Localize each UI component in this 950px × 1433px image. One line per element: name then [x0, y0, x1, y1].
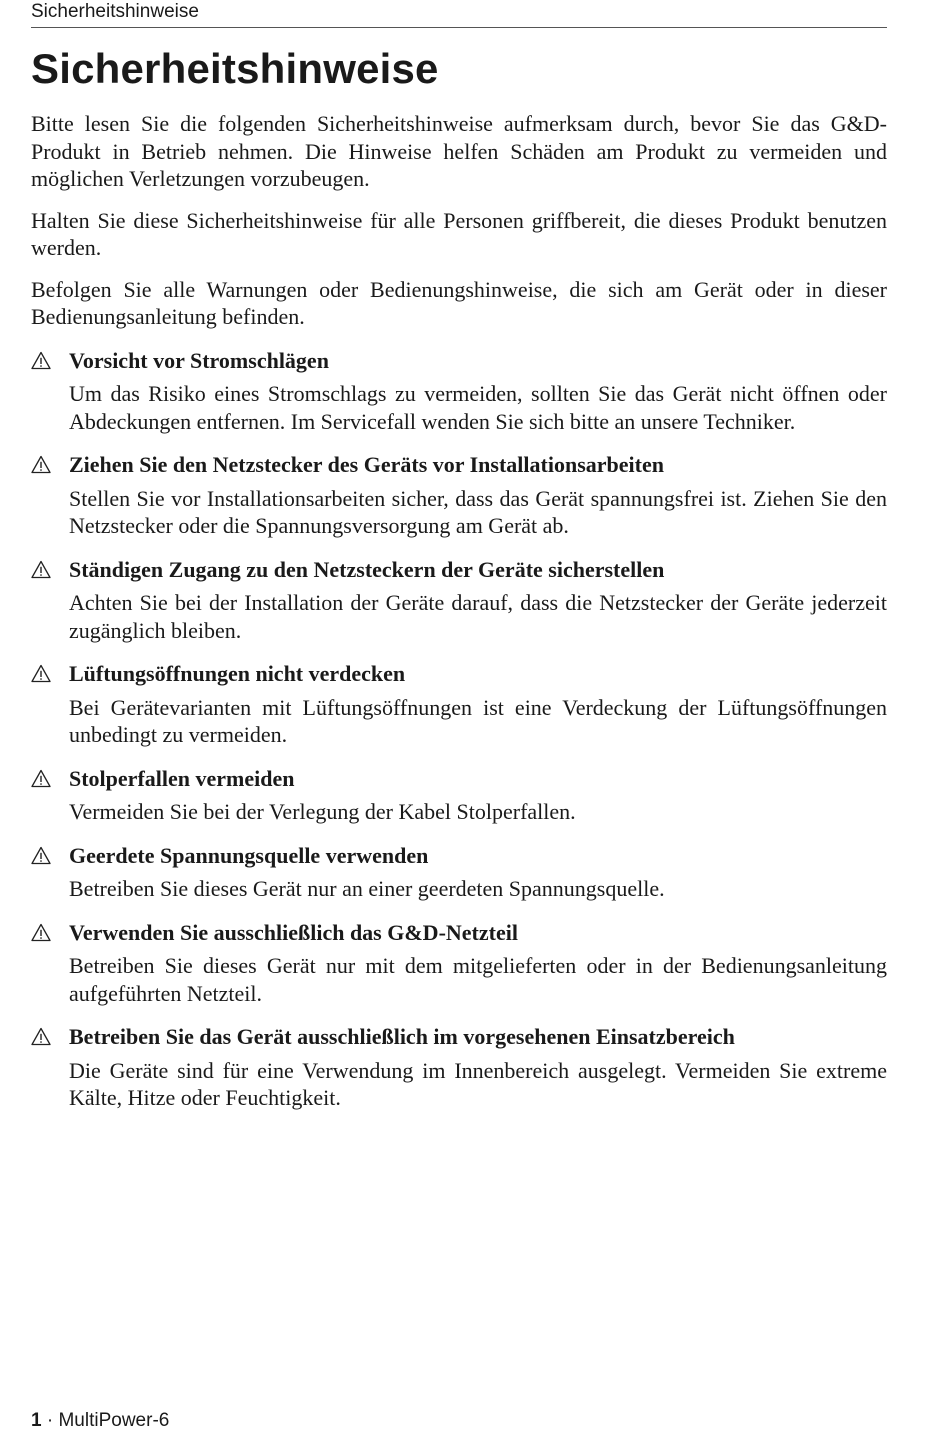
intro-paragraph: Bitte lesen Sie die folgenden Sicherheitshinweise aufmerksam durch, bevor Sie das G&D-Produkt in Betrieb nehmen. Die Hinweise helfen Schäden am Produkt zu vermeiden und möglichen Verletzungen vorzubeugen. — [31, 111, 887, 191]
warning-triangle-icon — [31, 846, 51, 865]
notice-text: Betreiben Sie dieses Gerät nur an einer geerdeten Spannungsquelle. — [69, 876, 665, 901]
notice-title: Verwenden Sie ausschließlich das G&D-Netzteil — [69, 919, 518, 945]
intro-paragraph: Befolgen Sie alle Warnungen oder Bedienungshinweise, die sich am Gerät oder in dieser Bedienungsanleitung befinden. — [31, 276, 887, 329]
safety-notice — [31, 1023, 887, 1112]
notice-text: Achten Sie bei der Installation der Geräte darauf, dass die Netzstecker der Geräte jederzeit zugänglich bleiben. — [69, 590, 887, 643]
notice-text: Stellen Sie vor Installationsarbeiten sicher, dass das Gerät spannungsfrei ist. Ziehen Sie den Netzstecker oder die Spannungsversorgung am Gerät ab. — [69, 485, 887, 538]
warning-triangle-icon — [31, 560, 51, 579]
warning-triangle-icon — [31, 769, 51, 788]
notice-title: Vorsicht vor Stromschlägen — [69, 347, 329, 373]
footer-separator: · — [41, 1410, 59, 1431]
running-header-title: Sicherheitshinweise — [31, 1, 199, 22]
notice-title: Ziehen Sie den Netzstecker des Geräts vor Installationsarbeiten — [69, 452, 664, 477]
notice-title: Geerdete Spannungsquelle verwenden — [69, 842, 429, 868]
safety-notice — [31, 765, 887, 826]
safety-notice — [31, 556, 887, 645]
safety-notice — [31, 919, 887, 1008]
intro-paragraph: Halten Sie diese Sicherheitshinweise für alle Personen griffbereit, die dieses Produkt benutzen werden. — [31, 207, 887, 260]
warning-triangle-icon — [31, 351, 51, 370]
warning-triangle-icon — [31, 455, 51, 474]
notice-title: Stolperfallen vermeiden — [69, 765, 295, 791]
notice-text: Betreiben Sie dieses Gerät nur mit dem mitgelieferten oder in der Bedienungsanleitung aufgeführten Netzteil. — [69, 953, 887, 1006]
warning-triangle-icon — [31, 923, 51, 942]
document-body — [31, 110, 887, 1128]
safety-notice — [31, 660, 887, 749]
running-header — [31, 0, 887, 28]
safety-notice — [31, 347, 887, 436]
notice-text: Vermeiden Sie bei der Verlegung der Kabel Stolperfallen. — [69, 799, 576, 824]
page-number: 1 — [31, 1410, 42, 1431]
notice-text: Die Geräte sind für eine Verwendung im Innenbereich ausgelegt. Vermeiden Sie extreme Kälte, Hitze oder Feuchtigkeit. — [69, 1057, 887, 1110]
footer-product-name: MultiPower-6 — [58, 1410, 170, 1431]
safety-notice — [31, 842, 887, 903]
page-title: Sicherheitshinweise — [31, 45, 439, 92]
warning-triangle-icon — [31, 1027, 51, 1046]
notice-text: Bei Gerätevarianten mit Lüftungsöffnungen ist eine Verdeckung der Lüftungsöffnungen unbedingt zu vermeiden. — [69, 694, 887, 747]
notice-title: Ständigen Zugang zu den Netzsteckern der Geräte sicherstellen — [69, 556, 665, 582]
notice-text: Um das Risiko eines Stromschlags zu vermeiden, sollten Sie das Gerät nicht öffnen oder Abdeckungen entfernen. Im Servicefall wenden Sie sich bitte an unsere Techniker. — [69, 381, 887, 434]
notice-title: Betreiben Sie das Gerät ausschließlich im vorgesehenen Einsatzbereich — [69, 1024, 735, 1049]
safety-notice — [31, 451, 887, 540]
warning-triangle-icon — [31, 664, 51, 683]
notice-title: Lüftungsöffnungen nicht verdecken — [69, 661, 406, 686]
page-footer — [31, 1409, 169, 1433]
